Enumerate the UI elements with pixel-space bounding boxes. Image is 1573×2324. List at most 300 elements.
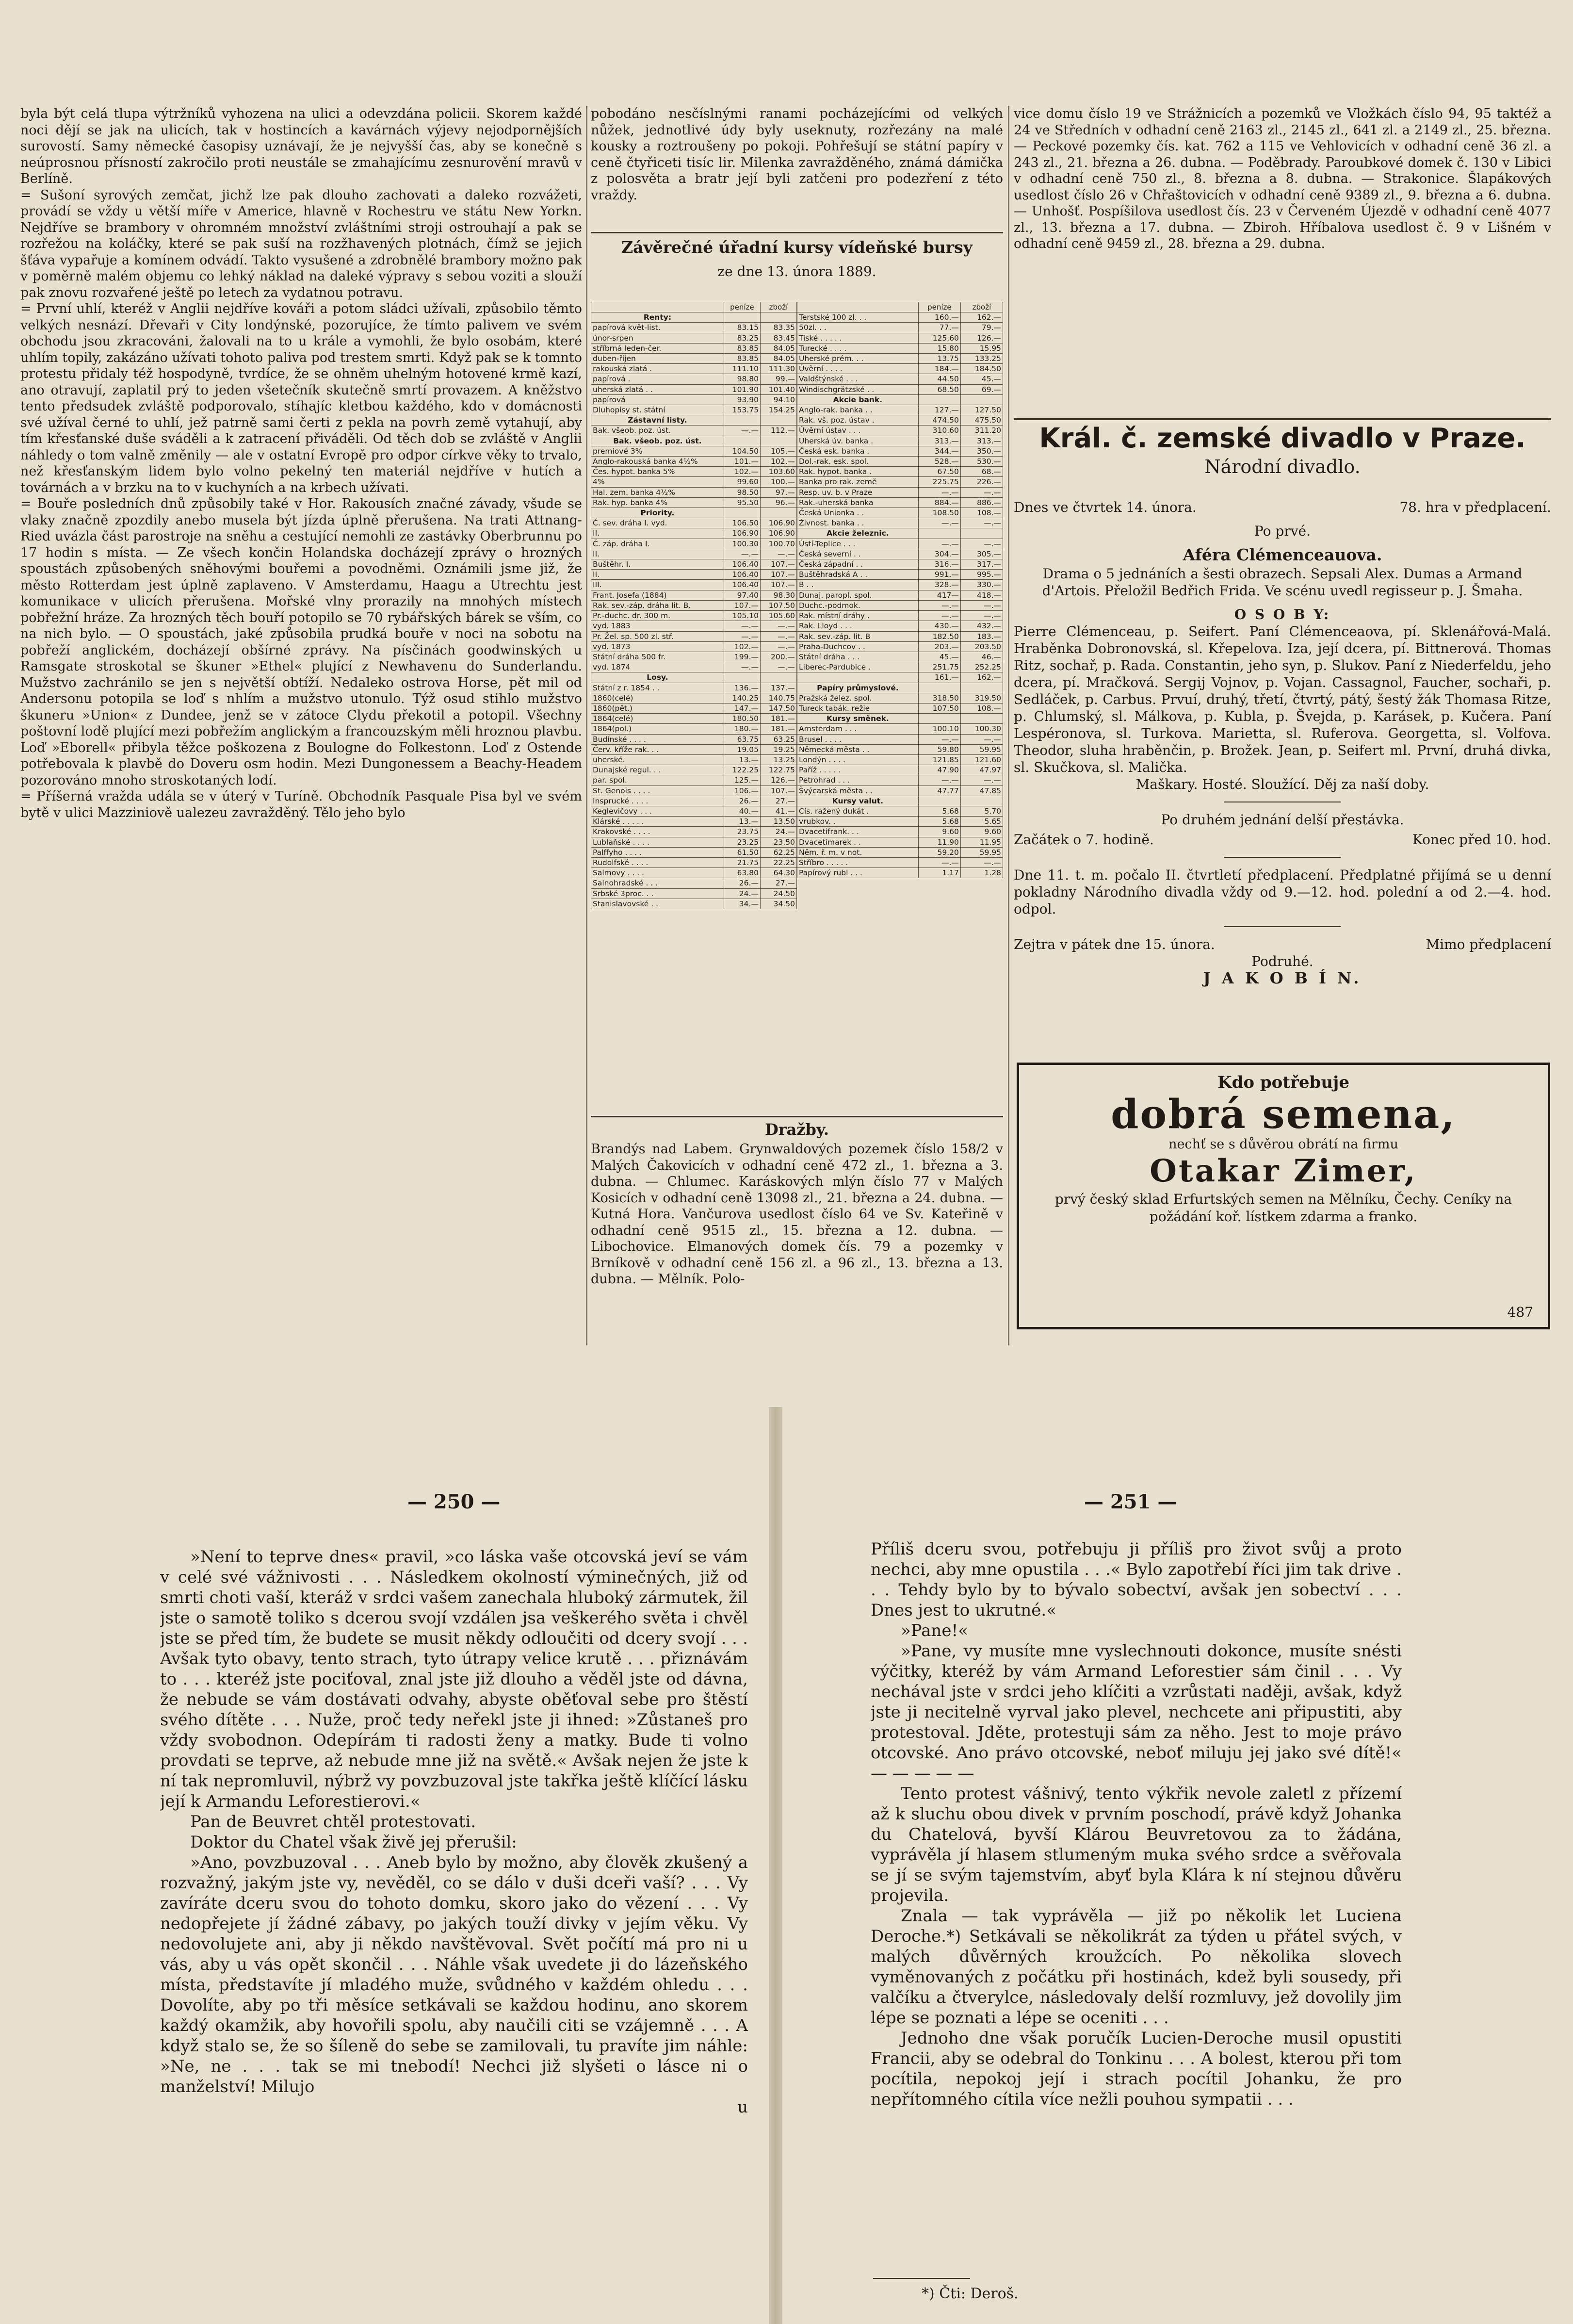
kurs-penize (918, 796, 960, 806)
next-play-title: J A K O B Í N. (1203, 969, 1362, 987)
kurs-label: Buštěhr. I. (591, 559, 724, 570)
kurs-penize: 107.50 (918, 703, 960, 713)
kurs-zbozi: 13.25 (760, 754, 796, 765)
kurs-zbozi: 107.— (760, 786, 796, 796)
kurs-row (797, 477, 1003, 487)
kurs-label: II. (591, 528, 724, 539)
kurs-penize: 122.25 (724, 765, 760, 775)
kurs-penize: 884.— (918, 497, 960, 507)
novel-paragraph: »Ano, povzbuzoval . . . Aneb bylo by možno, aby člověk zkušený a rozvažný, jakým jste vy, nevěděl, co se dálo v duši dceři vaší? . . . Vy zavíráte dceru svou do tohoto domku, skoro jako do vězení . . . Vy nedopřejete jí žádné zábavy, po jakých touží divky v jejím věku. Vy nedovolujete ani, aby ji někdo navštěvoval. Svět počítí má pro ni u vás, aby u vás opět skončil . . . Náhle však uvedete ji do lázeňského místa, představíte jí mladého muže, svůdného v každém ohledu . . . Dovolíte, aby po tři měsíce setkávali se každou hodinu, ano skorem každý okamžik, aby hovořili spolu, aby naučili citi se vzájemně . . . A když stalo se, že so šíleně do sebe se zamilovali, tu pravíte jim náhle: »Ne, ne . . . tak se mi tnebodí! Nechci již slyšeti o lásce ni o manželství! Milujo (160, 1853, 748, 2096)
kurs-penize: —.— (918, 857, 960, 867)
col-penize: peníze (724, 302, 760, 312)
kurs-row (591, 827, 797, 837)
kurs-label: uherská zlatá . . (591, 384, 724, 394)
kurs-row (797, 600, 1003, 610)
kurs-label: Buštěhradská A . . (797, 570, 919, 580)
kurs-row (591, 683, 797, 693)
novel-paragraph: Tento protest vášnivý, tento výkřik nevole zaletl z přízemí až k sluchu obou divek v prvním poschodí, právě když Johanka du Chatelová, byvší Klárou Beuvretovou za to žádána, vyprávěla jí hlasem stlumeným muka svého srdce a svěřovala se jí se svým tajemstvím, abyť byla Klára k ní stejnou důvěru projevila. (871, 1784, 1402, 1905)
kurs-penize: —.— (724, 549, 760, 559)
kurs-label: 50zl. . . (797, 323, 919, 333)
kurs-zbozi: 45.— (960, 374, 1003, 384)
kurs-penize: 318.50 (918, 693, 960, 703)
kurs-penize: 107.— (724, 600, 760, 610)
kurs-label: Salnohradské . . . (591, 878, 724, 888)
kurs-zbozi: 106.90 (760, 528, 796, 539)
kurs-zbozi: 103.60 (760, 467, 796, 477)
kurs-label: Rak. vš. poz. ústav . (797, 415, 919, 426)
kurs-penize: 147.— (724, 703, 760, 713)
kurs-zbozi: 98.30 (760, 590, 796, 600)
kurs-row (797, 467, 1003, 477)
kurs-zbozi: 102.— (760, 457, 796, 467)
kurs-row (591, 590, 797, 600)
kurs-row (797, 436, 1003, 446)
play-description: Drama o 5 jednáních a šesti obrazech. Sepsali Alex. Dumas a Armand d'Artois. Přeložil Bedřich Frida. Ve scénu uvedl regisseur p. J. Šmaha. (1042, 566, 1523, 599)
kurs-zbozi: 126.— (760, 775, 796, 786)
kurs-label: Česká esk. banka . (797, 446, 919, 456)
cast-list: Pierre Clémenceau, p. Seifert. Paní Clémenceaova, pí. Sklenářová-Malá. Hraběnka Dobronovská, sl. Křepelova. Iza, její dcera, pí. Bittnerová. Thomas Ritz, sochař, p. Rada. Constantin, jeho syn, p. Slukov. Paní z Niederfeldu, jeho dcera, pí. Mračková. Sergij Vojnov, p. Vojan. Cassagnol, Faucher, sochaři, p. Sedláček, p. Carbus. Prvuí, druhý, třetí, čtvrtý, pátý, šestý žák Thomasa Ritze, p. Chlumský, sl. Málkova, p. Kubla, p. Švejda, p. Karásek, p. Kučera. Paní Lespéronova, sl. Turkova. Marietta, sl. Ruferova. Georgetta, sl. Volfova. Theodor, sluha hraběnčin, p. Brožek. Jean, p. Seifert ml. První, druhá divka, sl. Skučkova, sl. Malička. (1014, 623, 1551, 775)
kurs-row (591, 662, 797, 672)
kurs-penize: 100.30 (724, 539, 760, 549)
kurs-zbozi (760, 312, 796, 323)
kurs-label: rakouská zlatá . (591, 364, 724, 374)
ad-firm: Otakar Zimer, (1150, 1153, 1417, 1189)
kurs-zbozi: 9.60 (960, 827, 1003, 837)
novel-paragraph: »Pane, vy musíte mne vyslechnouti dokonce, musíte snésti výčitky, kteréž by vám Armand Leforestier sám činil . . . Vy nechával jste v srdci jeho klíčiti a vzrůstati naději, avšak, když jste ji necitelně vyrval jako plevel, nechcete ani připustiti, aby protestoval. Jděte, protestuji sám za něho. Jest to moje právo otcovské. Ano právo otcovské, neboť miluju jej jako své dítě!« — — — — — (871, 1641, 1402, 1783)
kurs-zbozi: 63.25 (760, 734, 796, 744)
kurs-zbozi (760, 436, 796, 446)
kurs-zbozi: 122.75 (760, 765, 796, 775)
col-penize: peníze (918, 302, 960, 312)
kurs-zbozi: 62.25 (760, 847, 796, 857)
kurs-row (797, 786, 1003, 796)
kurs-label: Dol.-rak. esk. spol. (797, 457, 919, 467)
kurs-penize (918, 714, 960, 724)
kurs-label: uherské. (591, 754, 724, 765)
kurs-penize: 111.10 (724, 364, 760, 374)
kurs-penize: 23.25 (724, 837, 760, 847)
kurs-row (591, 878, 797, 888)
kurs-zbozi: 162.— (960, 312, 1003, 323)
theatre-title: Král. č. zemské divadlo v Praze. (1039, 423, 1526, 454)
kurs-zbozi: 418.— (960, 590, 1003, 600)
kurs-label: Tureck tabák. režie (797, 703, 919, 713)
kurs-zbozi: 133.25 (960, 354, 1003, 364)
kurs-label: Pr. Žel. sp. 500 zl. stř. (591, 631, 724, 641)
kurs-zbozi: 330.— (960, 580, 1003, 590)
kurs-label: papírová . (591, 374, 724, 384)
kurs-row (591, 549, 797, 559)
kurs-row (591, 497, 797, 507)
kurs-label: Akcie železnic. (797, 528, 919, 539)
kurs-zbozi: —.— (960, 600, 1003, 610)
drazby-text (591, 1141, 1003, 1345)
kurs-row (591, 631, 797, 641)
kurs-penize: 108.50 (918, 508, 960, 518)
kurs-label: Losy. (591, 672, 724, 683)
kurs-zbozi (760, 508, 796, 518)
kurs-label: Keglevičovy . . . (591, 806, 724, 816)
kurs-penize: —.— (918, 611, 960, 621)
kurs-label: Turecké . . . . (797, 343, 919, 353)
kurs-row (797, 724, 1003, 734)
kurs-penize: 98.80 (724, 374, 760, 384)
kurs-label: vyd. 1874 (591, 662, 724, 672)
kurs-zbozi: —.— (960, 518, 1003, 528)
kurs-zbozi: 41.— (760, 806, 796, 816)
kursy-date: ze dne 13. února 1889. (717, 263, 876, 279)
second-performance: Podruhé. (1251, 953, 1314, 969)
kurs-row (591, 899, 797, 909)
kurs-row (591, 384, 797, 394)
start-time: Začátek o 7. hodině. (1014, 832, 1154, 848)
kurs-row (797, 641, 1003, 652)
kurs-row (591, 652, 797, 662)
kurs-penize: 77.— (918, 323, 960, 333)
kurs-penize: 5.68 (918, 817, 960, 827)
kurs-row (797, 528, 1003, 539)
kurs-label: Papíry průmyslové. (797, 683, 919, 693)
kurs-penize: 47.90 (918, 765, 960, 775)
kurs-zbozi: 11.95 (960, 837, 1003, 847)
kurs-label: Státní z r. 1854 . . (591, 683, 724, 693)
kurs-zbozi: 97.— (760, 487, 796, 497)
kurs-row (797, 559, 1003, 570)
kurs-penize: 528.— (918, 457, 960, 467)
kurs-penize: —.— (724, 426, 760, 436)
kurs-zbozi (960, 394, 1003, 405)
kurs-label: Živnost. banka . . (797, 518, 919, 528)
kurs-label: Banka pro rak. země (797, 477, 919, 487)
kurs-zbozi: 252.25 (960, 662, 1003, 672)
kurs-zbozi: 137.— (760, 683, 796, 693)
news-paragraph: = Příšerná vražda udála se v úterý v Turíně. Obchodník Pasquale Pisa byl ve svém bytě v ulici Mazziniově ualezeu zavražděný. Tělo jeho bylo (20, 789, 582, 820)
kurs-label: II. (591, 570, 724, 580)
kurs-penize: 182.50 (918, 631, 960, 641)
novel-paragraph: Pan de Beuvret chtěl protestovati. (190, 1812, 476, 1832)
kurs-row (591, 467, 797, 477)
kurs-zbozi: 27.— (760, 796, 796, 806)
kurs-zbozi: 108.— (960, 703, 1003, 713)
kurs-penize: 106.50 (724, 518, 760, 528)
novel-paragraph: Jednoho dne však poručík Lucien-Deroche musil opustiti Francii, aby se odebral do Tonkinu . . . A bolest, kterou při tom pocítila, nepokoj její i strach pocítil Johanku, že pro nepřítomného cítila více nežli pouhou sympatii . . . (871, 2029, 1402, 2109)
kurs-label: stříbrná leden-čer. (591, 343, 724, 353)
kurs-row (797, 323, 1003, 333)
kurs-penize: 127.— (918, 405, 960, 415)
kurs-label: vyd. 1883 (591, 621, 724, 631)
kurs-row (591, 621, 797, 631)
cast-extras: Maškary. Hosté. Sloužící. Děj za naší doby. (1135, 776, 1429, 792)
kurs-label: Pražská želez. spol. (797, 693, 919, 703)
kurs-penize: 106.90 (724, 528, 760, 539)
news-paragraph: Brandýs nad Labem. Grynwaldových pozemek číslo 158/2 v Malých Čakovicích v odhadní ceně 472 zl., 1. března a 3. dubna. — Chlumec. Karáskových mlýn číslo 77 v Malých Kosicích v odhadní ceně 13098 zl., 21. března a 24. dubna. — Kutná Hora. Vančurova usedlost číslo 64 ve Sv. Kateřině v odhadní ceně 9515 zl., 15. března a 12. dubna. — Libochovice. Elmanových domek čís. 79 a pozemky v Brníkově v odhadní ceně 156 zl. a 96 zl., 13. března a 13. dubna. — Mělník. Polo- (591, 1142, 1003, 1287)
premiere-label: Po prvé. (1254, 523, 1311, 539)
kurs-row (797, 364, 1003, 374)
novel-paragraph: »Není to teprve dnes« pravil, »co láska vaše otcovská jeví se vám v celé své vážnivosti . . . Následkem okolností výminečných, již od smrti choti vaší, kteráž v srdci vašem zanechala hluboký zármutek, žil jste o samotě toliko s dcerou svojí vzdálen jsa veškerého světa i chvěl jste se před tím, že budete se musit někdy odloučiti od dcery svojí . . . Avšak tyto obavy, tento strach, tyto útrapy velice krutě . . . přiznávám to . . . kteréž jste pociťoval, znal jste již dlouho a věděl jste od dávna, že nebude se vám dostávati odvahy, abyste oběťoval sebe pro štěstí svého dítěte . . . Nuže, proč tedy neřekl jste ji ihned: »Zůstaneš pro vždy svobodnon. Odepírám ti radosti ženy a matky. Bude ti volno provdati se teprve, až nebude mne již na světě.« Avšak nejen že jste k ní tak nepromluvil, nýbrž vy povzbuzoval jste takřka ještě klíčící lásku její k Armandu Leforestierovi.« (160, 1547, 748, 1811)
kurs-label: II. (591, 549, 724, 559)
kurs-row (591, 744, 797, 754)
kurs-zbozi: 184.50 (960, 364, 1003, 374)
novel-paragraph: Znala — tak vyprávěla — již po několik let Luciena Deroche.*) Setkávali se několikrát za týden u přátel svých, v malých důvěrných kroužcích. Po několika slovech vyměnovaných z počátku při hostinách, kdež byli sousedy, při valčíku a čtverylce, následovaly delší rozmluvy, jež dovolily jim lépe se poznati a lépe se oceniti . . . (871, 1906, 1402, 2028)
kurs-penize: —.— (918, 734, 960, 744)
kurs-label: B . . (797, 580, 919, 590)
kurs-penize: 45.— (918, 652, 960, 662)
kurs-label: III. (591, 580, 724, 590)
kurs-row (591, 539, 797, 549)
kurs-row (591, 580, 797, 590)
tomorrow-line (1014, 936, 1551, 953)
kurs-zbozi: —.— (960, 775, 1003, 786)
kurs-penize: 83.15 (724, 323, 760, 333)
kurs-label: Resp. uv. b. v Praze (797, 487, 919, 497)
kurs-row (591, 672, 797, 683)
kurs-label: 1860(pět.) (591, 703, 724, 713)
kurs-label: Rak. Lloyd . . . (797, 621, 919, 631)
kurs-penize: 59.20 (918, 847, 960, 857)
kurs-label: Úvěrní . . . . (797, 364, 919, 374)
kurs-label: Terstské 100 zl. . . (797, 312, 919, 323)
kurs-penize: 203.— (918, 641, 960, 652)
kurs-label: Palffyho . . . . (591, 847, 724, 857)
news-column-middle (591, 106, 1003, 251)
novel-paragraph: Příliš dceru svou, potřebuju ji příliš pro život svůj a proto nechci, aby mne opustila . . .« Bylo zapotřebí říci jim tak drive . . . Tehdy bylo by to bývalo sobectví, avšak jen sobectví . . . Dnes jest to ukrutné.« (871, 1539, 1402, 1620)
kurs-penize: —.— (724, 631, 760, 641)
kurs-penize (724, 436, 760, 446)
kurs-label: Tiské . . . . . (797, 333, 919, 343)
seed-advertisement (1017, 1063, 1550, 1329)
kurs-zbozi: —.— (960, 857, 1003, 867)
kurs-zbozi: 100.70 (760, 539, 796, 549)
kurs-zbozi: 19.25 (760, 744, 796, 754)
kurs-row (591, 775, 797, 786)
kurs-row (797, 744, 1003, 754)
kurs-row (797, 539, 1003, 549)
kurs-penize (724, 672, 760, 683)
kurs-penize: 991.— (918, 570, 960, 580)
kurs-penize: 63.80 (724, 868, 760, 878)
kurs-penize: 95.50 (724, 497, 760, 507)
kurs-row (591, 611, 797, 621)
kurs-penize: 106.40 (724, 570, 760, 580)
kurs-row (591, 364, 797, 374)
kurs-label: Červ. kříže rak. . . (591, 744, 724, 754)
ad-headline: dobrá semena, (1111, 1091, 1456, 1138)
kurs-penize: 199.— (724, 652, 760, 662)
rule (591, 1116, 1003, 1117)
kurs-row (797, 868, 1003, 878)
kurs-label: Dunajské regul. . . (591, 765, 724, 775)
kurs-row (591, 600, 797, 610)
kurs-label: papírová (591, 394, 724, 405)
kurs-row (591, 888, 797, 899)
kurs-zbozi: —.— (760, 662, 796, 672)
performance-line (1014, 499, 1551, 516)
kurs-label: St. Genois . . . . (591, 786, 724, 796)
kurs-label: Rak. hyp. banka 4% (591, 497, 724, 507)
kurs-row (797, 857, 1003, 867)
kurs-penize: 26.— (724, 878, 760, 888)
kurs-zbozi: 83.45 (760, 333, 796, 343)
performance-number: 78. hra v předplacení. (1399, 499, 1551, 515)
kurs-label: papírová květ-list. (591, 323, 724, 333)
kurs-zbozi: —.— (960, 611, 1003, 621)
kurs-row (797, 683, 1003, 693)
kurs-row (591, 837, 797, 847)
kurs-zbozi: 203.50 (960, 641, 1003, 652)
kurs-zbozi: 350.— (960, 446, 1003, 456)
kurs-penize: 15.80 (918, 343, 960, 353)
kurs-row (797, 446, 1003, 456)
kurs-zbozi (960, 796, 1003, 806)
kurs-label: Německá města . . (797, 744, 919, 754)
kurs-row (591, 415, 797, 426)
news-paragraph: = První uhlí, kteréž v Anglii nejdříve kováři a potom sládci užívali, způsobilo těmto velkých nesnází. Dřevaři v City londýnské, pozorujíce, že tímto palivem ve svém obchodu jsou zkracováni, žalovali na to u krále a vymohli, že bylo osobám, které uhlím topily, zakázáno užívati tohoto paliva pod trestem smrti. Když pak se k tomnto protestu přidaly též hospodyně, tvrdíce, že se ohněm uhelným hotovené krmě kazí, ano otravují, zaplatil prý to jeden všetečník skutečně smrtí provazem. A kněžstvo tento předsudek zvláště podporovalo, stíhajíc kletbou každého, kdo v domácnosti své užíval černé to uhlí, jež patrně sami čerti z pekla na povrh země vytahují, aby tím křesťanské duše sváděli a k zatracení přiváděli. Od těch dob se zvláště v Anglii náhledy o tom valně změnily — ale v ostatní Evropě pro odpor církve věky to trvalo, než křesťanským lidem bylo volno pekelný ten materiál nejdříve v hutích a továrnách a v brzku na to v kuchyních a na krbech užívati. (20, 301, 582, 495)
kurs-penize: 26.— (724, 796, 760, 806)
kurs-zbozi: 47.85 (960, 786, 1003, 796)
kurs-label: premiové 3% (591, 446, 724, 456)
kurs-row (591, 641, 797, 652)
kurs-penize: —.— (918, 600, 960, 610)
kurs-penize: 99.60 (724, 477, 760, 487)
kurs-label: Rak.-uherská banka (797, 497, 919, 507)
theatre-subtitle: Národní divadlo. (1204, 456, 1361, 477)
kurs-zbozi: 27.— (760, 878, 796, 888)
ad-line: Kdo potřebuje (1217, 1073, 1349, 1092)
kurs-zbozi: 200.— (760, 652, 796, 662)
news-column-left (20, 106, 582, 1342)
kurs-penize: 106.— (724, 786, 760, 796)
kurs-label: Pr.-duchc. dr. 300 m. (591, 611, 724, 621)
kurs-penize: 47.77 (918, 786, 960, 796)
kurs-row (797, 847, 1003, 857)
kurs-label: Dvacetifrank. . . (797, 827, 919, 837)
kurs-penize: —.— (918, 539, 960, 549)
kurs-row (591, 374, 797, 384)
kurs-penize: 180.50 (724, 714, 760, 724)
kurs-zbozi: 432.— (960, 621, 1003, 631)
kurs-label: Salmovy . . . . (591, 868, 724, 878)
cast-heading: O S O B Y: (1234, 606, 1331, 622)
kurs-penize: 44.50 (918, 374, 960, 384)
kurs-row (591, 714, 797, 724)
kurs-label: Paříž . . . . . (797, 765, 919, 775)
kurs-label: Budínské . . . . (591, 734, 724, 744)
kurs-row (797, 497, 1003, 507)
kurs-penize: 121.85 (918, 754, 960, 765)
kurs-zbozi: 15.95 (960, 343, 1003, 353)
kurs-penize: 61.50 (724, 847, 760, 857)
kurs-zbozi: 107.— (760, 580, 796, 590)
kurs-label: Duchc.-podmok. (797, 600, 919, 610)
kurs-penize: —.— (724, 662, 760, 672)
theatre-block (1014, 423, 1551, 1059)
kurs-row (591, 457, 797, 467)
kurs-label: Česká severní . . (797, 549, 919, 559)
kurs-row (797, 631, 1003, 641)
kurs-penize: 19.05 (724, 744, 760, 754)
kurs-label: Č. sev. dráha I. vyd. (591, 518, 724, 528)
kurs-zbozi: 226.— (960, 477, 1003, 487)
col-zbozi: zboží (760, 302, 796, 312)
kurs-label: Uherská úv. banka . (797, 436, 919, 446)
kurs-label: Insprucké . . . . (591, 796, 724, 806)
kurs-zbozi: 319.50 (960, 693, 1003, 703)
kurs-row (591, 703, 797, 713)
kurs-row (797, 621, 1003, 631)
rule (1014, 418, 1551, 420)
kurs-row (591, 312, 797, 323)
kurs-zbozi: —.— (960, 539, 1003, 549)
kurs-row (797, 415, 1003, 426)
kurs-label: Uherské prém. . . (797, 354, 919, 364)
kurs-label: Rudolfské . . . . (591, 857, 724, 867)
kurs-zbozi: 317.— (960, 559, 1003, 570)
kurs-zbozi: 34.50 (760, 899, 796, 909)
kurs-penize: 67.50 (918, 467, 960, 477)
kurs-zbozi: 79.— (960, 323, 1003, 333)
kurs-zbozi: 530.— (960, 457, 1003, 467)
kurs-penize: 101.90 (724, 384, 760, 394)
performance-date: Dnes ve čtvrtek 14. února. (1014, 499, 1197, 515)
kurs-row (797, 734, 1003, 744)
kurs-label: Státní dráha 500 fr. (591, 652, 724, 662)
kurs-label: vyd. 1873 (591, 641, 724, 652)
kurs-row (797, 374, 1003, 384)
kurs-label: Švýcarská města . . (797, 786, 919, 796)
drazby-continued (1014, 106, 1551, 421)
kurs-penize: 24.— (724, 888, 760, 899)
kurs-penize: 251.75 (918, 662, 960, 672)
kurs-row (591, 693, 797, 703)
kurs-zbozi: 181.— (760, 714, 796, 724)
kurs-zbozi: 24.50 (760, 888, 796, 899)
kurs-row (591, 754, 797, 765)
kurs-zbozi: 101.40 (760, 384, 796, 394)
news-paragraph: = Sušoní syrových zemčat, jichž lze pak dlouho zachovati a daleko rozvážeti, provádí se vždy u větší míře v Americe, hlavně v Rochestru ve státu New Yorkn. Nejdříve se brambory v ohromném množství zvláštními stroji ostrouhají a pak se rozřežou na koláčky, které se pak suší na rozžhavených plotnách, čímž se jejich šťáva vypařuje a komínem odvádí. Takto vysušené a zdrobnělé brambory možno pak v poměrně malém objemu co lehký náklad na daleké výpravy s sebou voziti a slouží pak znovu rozvařené ještě po letech za vydatnou potravu. (20, 187, 582, 300)
kurs-row (797, 343, 1003, 353)
kurs-row (591, 394, 797, 405)
kurs-penize (724, 415, 760, 426)
kurs-penize: —.— (918, 518, 960, 528)
kurs-label: duben-říjen (591, 354, 724, 364)
kurs-row (797, 518, 1003, 528)
kurs-label: Klárské . . . . . (591, 817, 724, 827)
divider (1224, 857, 1341, 858)
kurs-zbozi: 111.30 (760, 364, 796, 374)
kurs-penize: 316.— (918, 559, 960, 570)
kurs-penize (918, 683, 960, 693)
kurs-label: par. spol. (591, 775, 724, 786)
kurs-row (591, 765, 797, 775)
footnote-rule (873, 2278, 970, 2279)
kurs-penize: 140.25 (724, 693, 760, 703)
kurs-label: Valdštýnské . . . (797, 374, 919, 384)
kurs-zbozi: 100.— (760, 477, 796, 487)
kurs-label: Hal. zem. banka 4½% (591, 487, 724, 497)
kurs-penize: 102.— (724, 467, 760, 477)
kurs-zbozi: 96.— (760, 497, 796, 507)
novel-page-right (871, 1539, 1402, 2272)
kurs-row (591, 817, 797, 827)
tomorrow-date: Zejtra v pátek dne 15. února. (1014, 936, 1215, 952)
kurs-label: Rak. sev.-záp. lit. B (797, 631, 919, 641)
novel-paragraph: »Pane!« (901, 1621, 968, 1640)
kurs-zbozi: 140.75 (760, 693, 796, 703)
kurs-row (591, 426, 797, 436)
play-title: Aféra Clémenceauova. (1183, 545, 1382, 564)
kurs-label: 1864(celé) (591, 714, 724, 724)
kurs-zbozi: 105.60 (760, 611, 796, 621)
